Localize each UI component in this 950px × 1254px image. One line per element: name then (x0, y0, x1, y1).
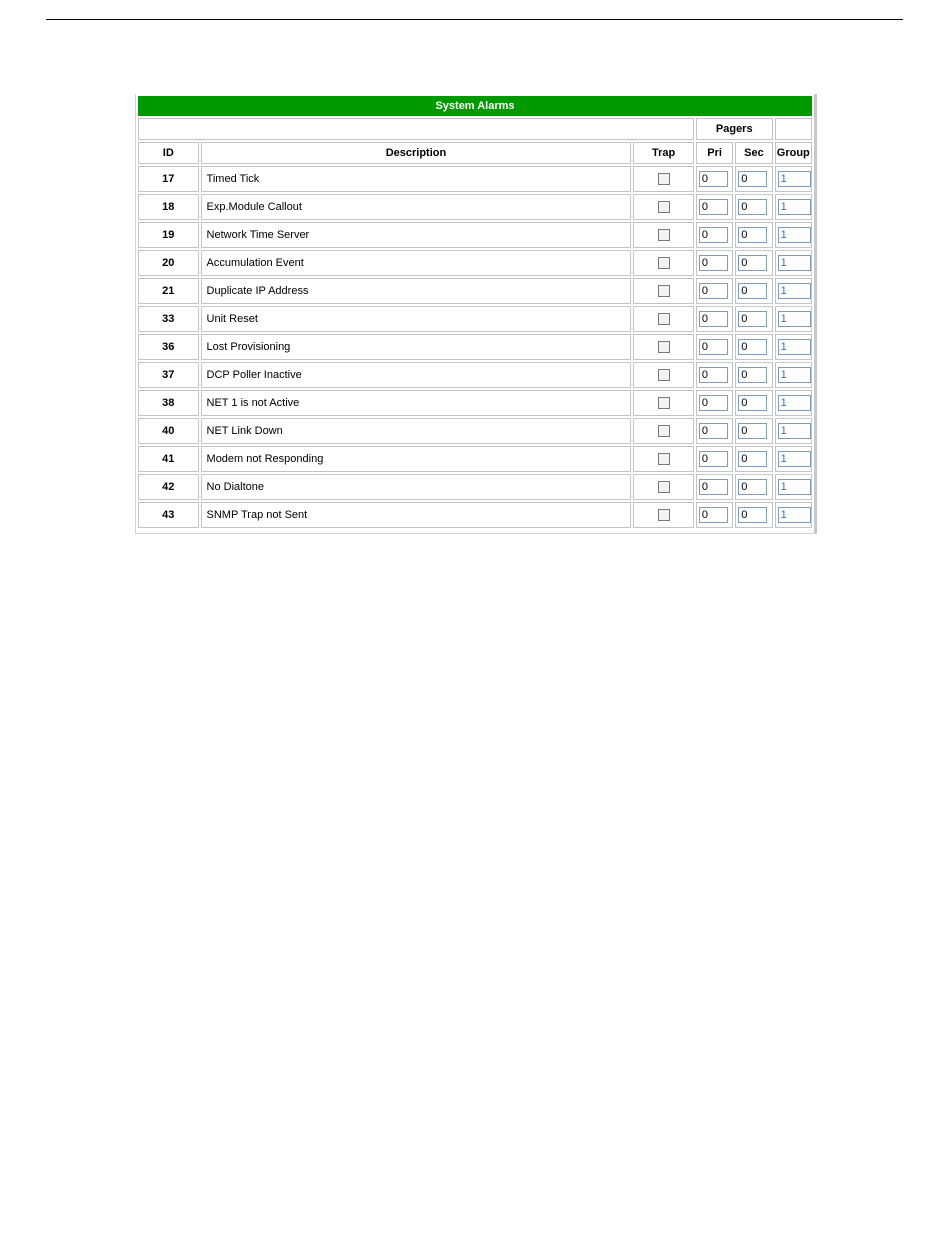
group-input[interactable] (778, 339, 811, 355)
group-input[interactable] (778, 451, 811, 467)
group-input[interactable] (778, 395, 811, 411)
sec-pager-input[interactable] (738, 479, 767, 495)
trap-checkbox[interactable] (658, 453, 670, 465)
pri-pager-input[interactable] (699, 507, 728, 523)
alarm-id: 38 (138, 390, 199, 416)
group-input[interactable] (778, 199, 811, 215)
trap-checkbox[interactable] (658, 285, 670, 297)
trap-cell (633, 334, 694, 360)
alarm-id: 20 (138, 250, 199, 276)
group-input[interactable] (778, 367, 811, 383)
sec-cell (735, 502, 772, 528)
sec-cell (735, 390, 772, 416)
alarm-id: 41 (138, 446, 199, 472)
pri-pager-input[interactable] (699, 227, 728, 243)
trap-cell (633, 362, 694, 388)
pri-pager-input[interactable] (699, 255, 728, 271)
alarm-description: Unit Reset (201, 306, 632, 332)
system-alarms-panel (135, 94, 817, 534)
sec-cell (735, 418, 772, 444)
trap-checkbox[interactable] (658, 397, 670, 409)
table-row (138, 418, 812, 444)
trap-cell (633, 250, 694, 276)
trap-cell (633, 222, 694, 248)
sec-cell (735, 278, 772, 304)
column-header-pri: Pri (696, 142, 733, 164)
sec-pager-input[interactable] (738, 283, 767, 299)
pri-pager-input[interactable] (699, 451, 728, 467)
pri-pager-input[interactable] (699, 199, 728, 215)
pri-pager-input[interactable] (699, 395, 728, 411)
table-title: System Alarms (138, 96, 812, 116)
alarm-description: Accumulation Event (201, 250, 632, 276)
group-cell (775, 446, 812, 472)
pri-cell (696, 390, 733, 416)
group-cell (775, 222, 812, 248)
alarm-description: Lost Provisioning (201, 334, 632, 360)
group-cell (775, 474, 812, 500)
table-row (138, 362, 812, 388)
pri-cell (696, 222, 733, 248)
group-cell (775, 194, 812, 220)
alarm-description: Exp.Module Callout (201, 194, 632, 220)
title-row (138, 96, 812, 116)
alarm-id: 21 (138, 278, 199, 304)
column-header-row (138, 142, 812, 164)
trap-cell (633, 418, 694, 444)
alarm-description: Network Time Server (201, 222, 632, 248)
trap-checkbox[interactable] (658, 425, 670, 437)
column-header-trap: Trap (633, 142, 694, 164)
alarm-id: 18 (138, 194, 199, 220)
table-row (138, 502, 812, 528)
table-row (138, 474, 812, 500)
alarm-id: 19 (138, 222, 199, 248)
trap-cell (633, 306, 694, 332)
alarm-description: Modem not Responding (201, 446, 632, 472)
group-cell (775, 362, 812, 388)
table-row (138, 306, 812, 332)
trap-cell (633, 166, 694, 192)
table-row (138, 446, 812, 472)
pri-cell (696, 166, 733, 192)
trap-cell (633, 194, 694, 220)
pri-pager-input[interactable] (699, 283, 728, 299)
system-alarms-table (136, 94, 814, 530)
group-input[interactable] (778, 227, 811, 243)
sec-pager-input[interactable] (738, 199, 767, 215)
pri-pager-input[interactable] (699, 171, 728, 187)
trap-checkbox[interactable] (658, 481, 670, 493)
sec-cell (735, 222, 772, 248)
trap-cell (633, 446, 694, 472)
header-spacer (138, 118, 694, 140)
sec-cell (735, 306, 772, 332)
pri-cell (696, 194, 733, 220)
column-header-description: Description (201, 142, 632, 164)
table-row (138, 222, 812, 248)
trap-checkbox[interactable] (658, 341, 670, 353)
group-cell (775, 166, 812, 192)
group-input[interactable] (778, 283, 811, 299)
pri-pager-input[interactable] (699, 311, 728, 327)
trap-checkbox[interactable] (658, 229, 670, 241)
page-top-rule (46, 19, 903, 20)
alarm-id: 36 (138, 334, 199, 360)
sec-pager-input[interactable] (738, 451, 767, 467)
column-header-id: ID (138, 142, 199, 164)
column-header-group: Group (775, 142, 812, 164)
trap-cell (633, 278, 694, 304)
sec-pager-input[interactable] (738, 423, 767, 439)
pri-pager-input[interactable] (699, 423, 728, 439)
sec-pager-input[interactable] (738, 339, 767, 355)
pri-cell (696, 446, 733, 472)
pagers-header: Pagers (696, 118, 773, 140)
alarm-id: 40 (138, 418, 199, 444)
pri-pager-input[interactable] (699, 367, 728, 383)
column-header-sec: Sec (735, 142, 772, 164)
group-cell (775, 306, 812, 332)
trap-checkbox[interactable] (658, 369, 670, 381)
pri-cell (696, 502, 733, 528)
alarm-id: 17 (138, 166, 199, 192)
pri-cell (696, 278, 733, 304)
sec-cell (735, 446, 772, 472)
alarm-description: NET Link Down (201, 418, 632, 444)
alarm-description: No Dialtone (201, 474, 632, 500)
sec-cell (735, 194, 772, 220)
alarm-id: 43 (138, 502, 199, 528)
sec-cell (735, 362, 772, 388)
group-cell (775, 418, 812, 444)
alarm-rows (138, 166, 812, 528)
group-cell (775, 250, 812, 276)
trap-cell (633, 390, 694, 416)
alarm-id: 37 (138, 362, 199, 388)
pri-cell (696, 418, 733, 444)
sec-cell (735, 250, 772, 276)
pri-cell (696, 306, 733, 332)
alarm-id: 33 (138, 306, 199, 332)
sec-cell (735, 334, 772, 360)
sec-pager-input[interactable] (738, 507, 767, 523)
trap-cell (633, 474, 694, 500)
group-input[interactable] (778, 311, 811, 327)
table-row (138, 278, 812, 304)
table-row (138, 250, 812, 276)
group-header-spacer (775, 118, 812, 140)
trap-checkbox[interactable] (658, 313, 670, 325)
pri-pager-input[interactable] (699, 339, 728, 355)
sec-pager-input[interactable] (738, 367, 767, 383)
sec-pager-input[interactable] (738, 255, 767, 271)
table-row (138, 390, 812, 416)
pri-cell (696, 250, 733, 276)
pagers-header-row (138, 118, 812, 140)
alarm-description: SNMP Trap not Sent (201, 502, 632, 528)
trap-cell (633, 502, 694, 528)
alarm-description: DCP Poller Inactive (201, 362, 632, 388)
alarm-description: Duplicate IP Address (201, 278, 632, 304)
trap-checkbox[interactable] (658, 509, 670, 521)
trap-checkbox[interactable] (658, 257, 670, 269)
sec-pager-input[interactable] (738, 227, 767, 243)
pri-cell (696, 334, 733, 360)
table-row (138, 194, 812, 220)
pri-pager-input[interactable] (699, 479, 728, 495)
group-cell (775, 390, 812, 416)
group-input[interactable] (778, 255, 811, 271)
trap-checkbox[interactable] (658, 173, 670, 185)
sec-pager-input[interactable] (738, 395, 767, 411)
group-input[interactable] (778, 507, 811, 523)
trap-checkbox[interactable] (658, 201, 670, 213)
alarm-id: 42 (138, 474, 199, 500)
group-input[interactable] (778, 423, 811, 439)
sec-cell (735, 166, 772, 192)
group-input[interactable] (778, 171, 811, 187)
table-row (138, 334, 812, 360)
pri-cell (696, 474, 733, 500)
group-cell (775, 278, 812, 304)
sec-cell (735, 474, 772, 500)
alarm-description: Timed Tick (201, 166, 632, 192)
group-cell (775, 334, 812, 360)
alarm-description: NET 1 is not Active (201, 390, 632, 416)
sec-pager-input[interactable] (738, 311, 767, 327)
sec-pager-input[interactable] (738, 171, 767, 187)
group-input[interactable] (778, 479, 811, 495)
table-row (138, 166, 812, 192)
group-cell (775, 502, 812, 528)
pri-cell (696, 362, 733, 388)
